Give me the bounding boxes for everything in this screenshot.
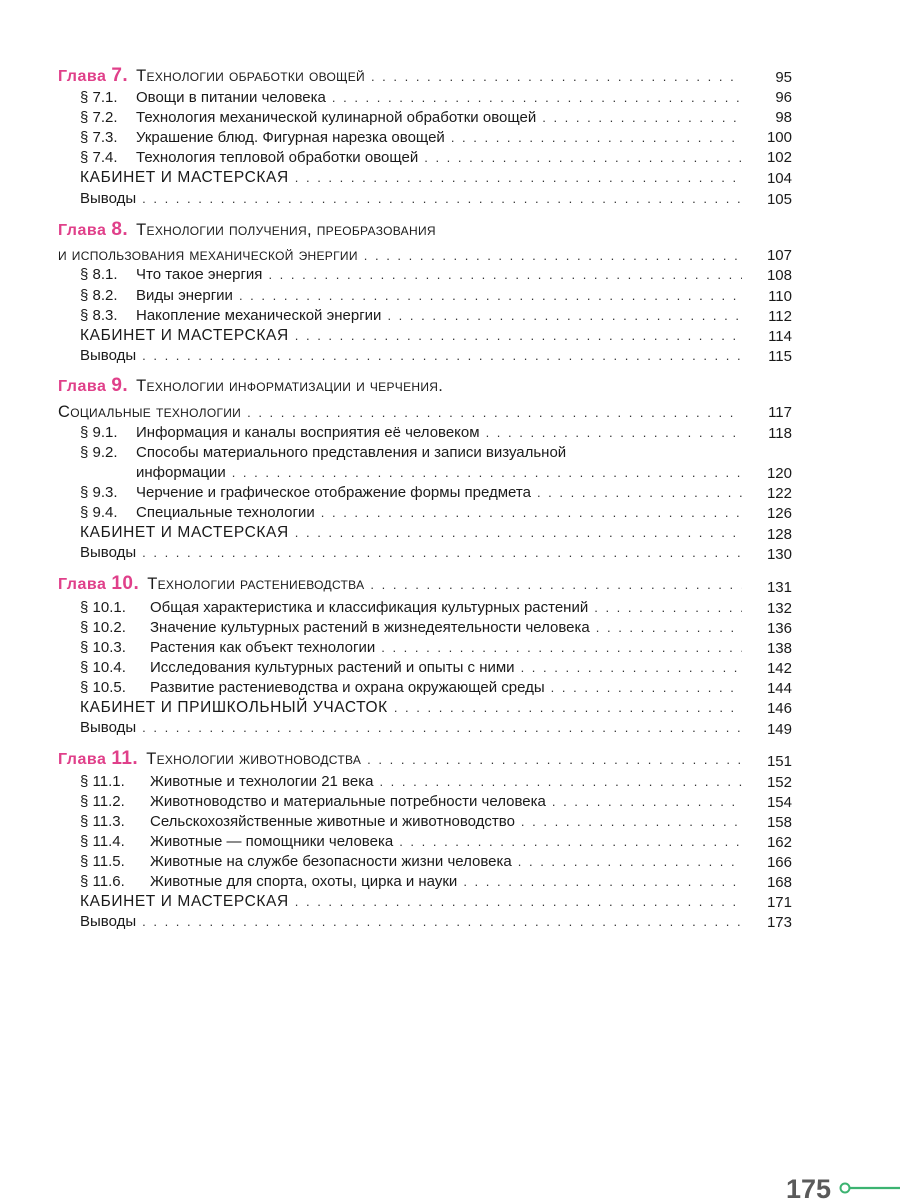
chapter-title: Технологии животноводства <box>146 750 362 768</box>
chapter-label: Глава 8. <box>58 219 129 240</box>
page-number: 128 <box>766 526 792 543</box>
page-number: 151 <box>766 753 792 770</box>
page-number: 138 <box>766 640 792 657</box>
toc-item[interactable]: § 7.3. Украшение блюд. Фигурная нарезка овощей . . . <box>80 128 748 148</box>
toc-item[interactable]: § 7.4. Технология тепловой обработки овощей . . . <box>80 148 748 168</box>
page-number: 154 <box>766 794 792 811</box>
page-number: 166 <box>766 854 792 871</box>
page-number: 110 <box>768 288 792 305</box>
toc-item-conclusions[interactable]: Выводы . . . <box>80 189 748 209</box>
page-number: 107 <box>766 247 792 264</box>
toc-item[interactable]: § 10.2. Значение культурных растений в жизнедеятельности человека . . . <box>80 618 748 638</box>
page-number: 171 <box>766 894 792 911</box>
page-number: 122 <box>766 485 792 502</box>
page-number: 100 <box>766 129 792 146</box>
page-number: 144 <box>766 680 792 697</box>
page-number: 120 <box>766 465 792 482</box>
chapter-9-heading[interactable] <box>58 376 748 397</box>
page-number: 112 <box>768 308 792 325</box>
page-number: 146 <box>766 700 792 717</box>
toc-item-conclusions[interactable]: Выводы . . . <box>80 346 748 366</box>
chapter-title: Технологии получения, преобразования <box>136 221 436 239</box>
page-number-footer: 175 <box>786 1174 832 1204</box>
page-number: 168 <box>766 874 792 891</box>
toc-item[interactable]: § 11.1. Животные и технологии 21 века . . . <box>80 772 748 792</box>
page-marker-icon <box>838 1180 900 1196</box>
page-number: 130 <box>766 546 792 563</box>
toc-item[interactable]: § 11.2. Животноводство и материальные потребности человека . . . <box>80 792 748 812</box>
page-number: 136 <box>766 620 792 637</box>
toc-item[interactable]: § 10.3. Растения как объект технологии . . . <box>80 638 748 658</box>
toc-item[interactable]: § 9.1. Информация и каналы восприятия её человеком . . . <box>80 423 748 443</box>
toc-item-conclusions[interactable]: Выводы . . . <box>80 718 748 738</box>
toc-item[interactable]: § 7.2. Технология механической кулинарной обработки овощей . . . <box>80 108 748 128</box>
toc-item[interactable]: § 9.3. Черчение и графическое отображение формы предмета . . . <box>80 483 748 503</box>
toc-item-continued[interactable]: информации . . . <box>136 463 748 483</box>
chapter-10-heading[interactable] <box>58 574 748 595</box>
chapter-7-heading[interactable] <box>58 66 748 87</box>
chapter-title: Технологии обработки овощей <box>136 67 365 85</box>
toc-item[interactable]: § 10.5. Развитие растениеводства и охрана окружающей среды . . . <box>80 678 748 698</box>
page-number: 104 <box>766 170 792 187</box>
toc-item[interactable]: § 11.3. Сельскохозяйственные животные и животноводство . . . <box>80 812 748 832</box>
toc-item-cabinet[interactable]: КАБИНЕТ И МАСТЕРСКАЯ . . . <box>80 523 748 543</box>
toc-item-cabinet[interactable]: КАБИНЕТ И МАСТЕРСКАЯ . . . <box>80 892 748 912</box>
page-number: 162 <box>766 834 792 851</box>
page-number: 132 <box>766 600 792 617</box>
chapter-8-heading[interactable] <box>58 220 748 241</box>
page-number: 96 <box>775 89 792 106</box>
page-number: 149 <box>766 721 792 738</box>
page-number: 115 <box>768 348 792 365</box>
chapter-title: Технологии информатизации и черчения. <box>136 377 444 395</box>
dot-leader <box>371 67 742 87</box>
page-number: 95 <box>775 69 792 86</box>
toc-item[interactable]: § 9.4. Специальные технологии . . . <box>80 503 748 523</box>
page-number: 152 <box>766 774 792 791</box>
toc-item[interactable]: § 7.1. Овощи в питании человека . . . <box>80 88 748 108</box>
page-number: 114 <box>768 328 792 345</box>
page-number: 126 <box>766 505 792 522</box>
chapter-11-heading[interactable] <box>58 749 748 770</box>
toc-item-cabinet[interactable]: КАБИНЕТ И МАСТЕРСКАЯ . . . <box>80 168 748 188</box>
page-number: 131 <box>766 579 792 596</box>
chapter-title: Технологии растениеводства <box>147 575 365 593</box>
toc-item-conclusions[interactable]: Выводы . . . <box>80 912 748 932</box>
chapter-label: Глава 9. <box>58 375 129 396</box>
chapter-label: Глава 7. <box>58 65 129 86</box>
chapter-label: Глава 11. <box>58 748 139 769</box>
toc-item-conclusions[interactable]: Выводы . . . <box>80 543 748 563</box>
toc-item[interactable]: § 11.4. Животные — помощники человека . . . <box>80 832 748 852</box>
toc-item[interactable]: § 8.3. Накопление механической энергии . . . <box>80 306 748 326</box>
page-number: 173 <box>766 914 792 931</box>
chapter-8-heading-line2[interactable]: и использования механической энергии . . . <box>58 245 748 266</box>
page-number: 158 <box>766 814 792 831</box>
page-number: 108 <box>766 267 792 284</box>
toc-item[interactable]: § 10.4. Исследования культурных растений и опыты с ними . . . <box>80 658 748 678</box>
toc-item[interactable]: § 11.5. Животные на службе безопасности жизни человека . . . <box>80 852 748 872</box>
toc-item[interactable]: § 11.6. Животные для спорта, охоты, цирка и науки . . . <box>80 872 748 892</box>
page-number: 102 <box>766 149 792 166</box>
toc-item[interactable]: § 9.2. Способы материального представления и записи визуальной <box>80 444 567 461</box>
toc-item-cabinet[interactable]: КАБИНЕТ И МАСТЕРСКАЯ . . . <box>80 326 748 346</box>
chapter-9-heading-line2[interactable]: Социальные технологии . . . <box>58 402 748 423</box>
page-number: 105 <box>766 191 792 208</box>
toc-item[interactable]: § 10.1. Общая характеристика и классификация культурных растений . . . <box>80 598 748 618</box>
page-number: 98 <box>775 109 792 126</box>
page-number: 118 <box>768 425 792 442</box>
page-number: 117 <box>768 404 792 421</box>
toc-item[interactable]: § 8.1. Что такое энергия . . . <box>80 265 748 285</box>
page-number: 142 <box>766 660 792 677</box>
toc-item-cabinet[interactable]: КАБИНЕТ И ПРИШКОЛЬНЫЙ УЧАСТОК . . . <box>80 698 748 718</box>
toc-item[interactable]: § 8.2. Виды энергии . . . <box>80 286 748 306</box>
chapter-label: Глава 10. <box>58 573 140 594</box>
